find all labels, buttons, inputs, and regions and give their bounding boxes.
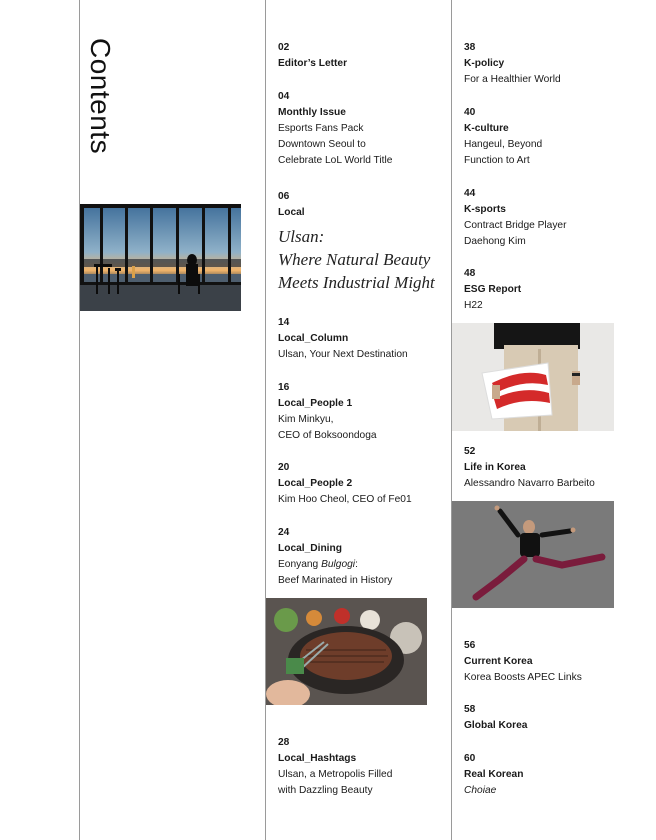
section-title: Global Korea xyxy=(464,720,528,731)
article-line: Ulsan, Your Next Destination xyxy=(278,349,408,360)
dancer-photo xyxy=(452,501,614,608)
section-title: Monthly Issue xyxy=(278,107,346,118)
page-number: 16 xyxy=(278,382,290,393)
page-number: 58 xyxy=(464,704,476,715)
article-line: Function to Art xyxy=(464,155,530,166)
feature-headline xyxy=(278,225,448,294)
toc-entry-local-column[interactable] xyxy=(278,315,408,363)
bulgogi-photo xyxy=(266,598,427,705)
page-number: 24 xyxy=(278,527,290,538)
page-number: 52 xyxy=(464,446,476,457)
page-number: 38 xyxy=(464,42,476,53)
article-line: H22 xyxy=(464,300,483,311)
page-number: 04 xyxy=(278,91,290,102)
toc-entry-local-people-2[interactable] xyxy=(278,460,412,508)
article-line: Alessandro Navarro Barbeito xyxy=(464,478,595,489)
page-number: 20 xyxy=(278,462,290,473)
feature-headline-line: Ulsan: xyxy=(278,227,325,246)
article-line: Kim Minkyu, xyxy=(278,414,334,425)
page-title: Contents xyxy=(85,38,116,155)
toc-entry-life-in-korea[interactable] xyxy=(464,444,595,492)
article-line: with Dazzling Beauty xyxy=(278,785,373,796)
article-line: Contract Bridge Player xyxy=(464,220,567,231)
section-title: Real Korean xyxy=(464,769,524,780)
esg-bag-photo xyxy=(452,323,614,431)
toc-entry-k-culture[interactable] xyxy=(464,105,542,169)
article-line: Beef Marinated in History xyxy=(278,575,393,586)
section-title: ESG Report xyxy=(464,284,522,295)
page-number: 56 xyxy=(464,640,476,651)
article-line: Downtown Seoul to xyxy=(278,139,366,150)
article-line: Kim Hoo Cheol, CEO of Fe01 xyxy=(278,494,412,505)
article-line: CEO of Boksoondoga xyxy=(278,430,377,441)
ulsan-window-photo xyxy=(80,204,241,311)
article-line: Eonyang Bulgogi: xyxy=(278,559,358,570)
section-title: Local_Dining xyxy=(278,543,342,554)
toc-entry-global-korea[interactable] xyxy=(464,702,527,734)
toc-entry-local-people-1[interactable] xyxy=(278,380,377,444)
page-number: 14 xyxy=(278,317,290,328)
page-number: 28 xyxy=(278,737,290,748)
feature-headline-line: Meets Industrial Might xyxy=(278,273,435,292)
page-number: 06 xyxy=(278,191,290,202)
column-divider-1 xyxy=(79,0,80,840)
toc-entry-k-policy[interactable] xyxy=(464,40,561,88)
article-line: Daehong Kim xyxy=(464,236,526,247)
section-title: Current Korea xyxy=(464,656,533,667)
toc-entry-local-dining[interactable] xyxy=(278,525,392,589)
article-line: Celebrate LoL World Title xyxy=(278,155,393,166)
feature-headline-line: Where Natural Beauty xyxy=(278,250,431,269)
section-title: K-sports xyxy=(464,204,506,215)
article-line: Choiae xyxy=(464,785,497,796)
toc-entry-esg-report[interactable] xyxy=(464,266,521,314)
toc-entry-local[interactable] xyxy=(278,189,448,294)
page-number: 44 xyxy=(464,188,476,199)
page-number: 60 xyxy=(464,753,476,764)
section-title: Editor’s Letter xyxy=(278,58,348,69)
page-number: 02 xyxy=(278,42,290,53)
section-title: Local_People 1 xyxy=(278,398,353,409)
section-title: Local_People 2 xyxy=(278,478,353,489)
toc-entry-local-hashtags[interactable] xyxy=(278,735,392,799)
toc-entry-k-sports[interactable] xyxy=(464,186,567,250)
article-line: Ulsan, a Metropolis Filled xyxy=(278,769,393,780)
section-title: Local xyxy=(278,207,305,218)
toc-entry-monthly-issue[interactable] xyxy=(278,89,392,169)
section-title: Local_Hashtags xyxy=(278,753,357,764)
toc-entry-editors-letter[interactable] xyxy=(278,40,347,72)
section-title: Life in Korea xyxy=(464,462,526,473)
page-number: 40 xyxy=(464,107,476,118)
article-line: Esports Fans Pack xyxy=(278,123,364,134)
article-line: Korea Boosts APEC Links xyxy=(464,672,582,683)
toc-entry-current-korea[interactable] xyxy=(464,638,582,686)
page-number: 48 xyxy=(464,268,476,279)
article-line: For a Healthier World xyxy=(464,74,561,85)
section-title: K-culture xyxy=(464,123,509,134)
article-line: Hangeul, Beyond xyxy=(464,139,543,150)
column-divider-2 xyxy=(265,0,266,840)
toc-entry-real-korean[interactable] xyxy=(464,751,523,799)
section-title: K-policy xyxy=(464,58,505,69)
section-title: Local_Column xyxy=(278,333,349,344)
